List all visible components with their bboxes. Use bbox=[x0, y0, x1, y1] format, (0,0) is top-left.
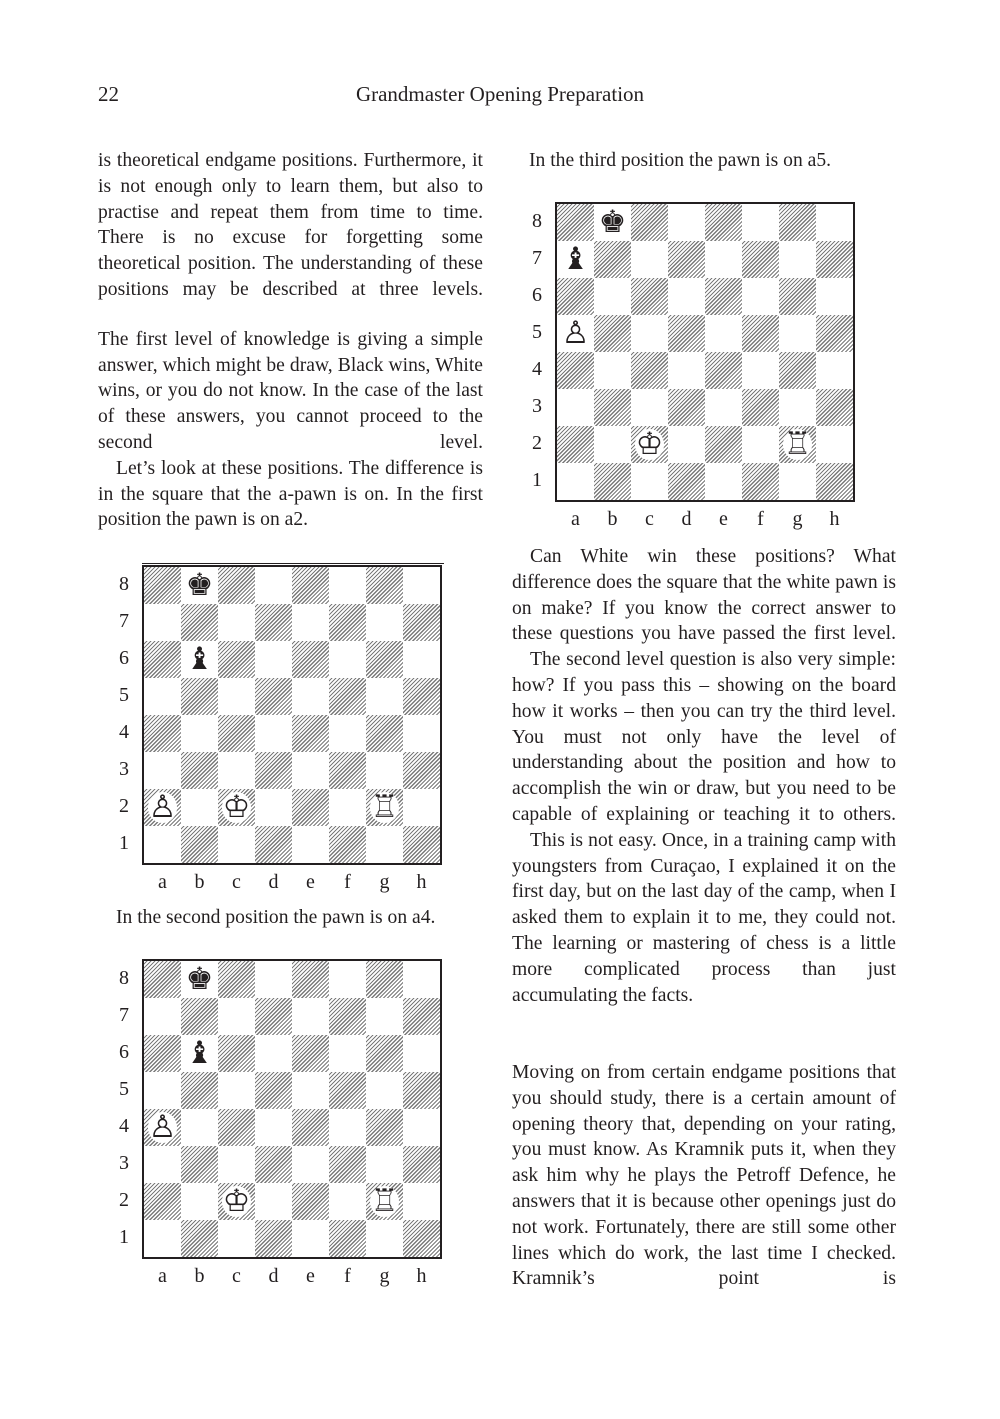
board-square-b4 bbox=[181, 715, 218, 752]
file-label: d bbox=[268, 1265, 279, 1287]
board-square-a4 bbox=[144, 1109, 181, 1146]
white-king-icon: ♔ bbox=[222, 1183, 251, 1219]
board-square-h1 bbox=[403, 1220, 440, 1257]
board-square-g4 bbox=[366, 715, 403, 752]
white-rook-icon: ♖ bbox=[370, 1183, 399, 1219]
board-square-g2 bbox=[366, 1183, 403, 1220]
file-label: c bbox=[645, 508, 654, 530]
board-square-d8 bbox=[255, 567, 292, 604]
board-square-e1 bbox=[292, 1220, 329, 1257]
white-pawn-icon: ♙ bbox=[148, 789, 177, 825]
board-square-c4 bbox=[218, 715, 255, 752]
board-square-b7 bbox=[181, 998, 218, 1035]
board-square-g5 bbox=[366, 678, 403, 715]
board-square-g1 bbox=[366, 1220, 403, 1257]
board-square-d4 bbox=[255, 1109, 292, 1146]
black-king-icon: ♚ bbox=[185, 567, 214, 603]
board-square-h3 bbox=[403, 1146, 440, 1183]
board-square-c3 bbox=[218, 752, 255, 789]
file-label: f bbox=[757, 508, 764, 530]
board-square-c1 bbox=[218, 1220, 255, 1257]
caption-third-position: In the third position the pawn is on a5. bbox=[529, 150, 832, 171]
white-rook-icon: ♖ bbox=[783, 426, 812, 462]
board-square-g6 bbox=[779, 278, 816, 315]
board-square-e1 bbox=[705, 463, 742, 500]
board-square-e7 bbox=[705, 241, 742, 278]
board-square-h7 bbox=[816, 241, 853, 278]
rank-label: 5 bbox=[119, 684, 129, 706]
board-square-e4 bbox=[705, 352, 742, 389]
board-square-h4 bbox=[816, 352, 853, 389]
board-square-h7 bbox=[403, 998, 440, 1035]
file-label: h bbox=[416, 871, 427, 893]
board-square-c4 bbox=[631, 352, 668, 389]
board-square-b6 bbox=[594, 278, 631, 315]
rank-label: 4 bbox=[119, 1115, 129, 1137]
board-square-a6 bbox=[144, 1035, 181, 1072]
board-square-f5 bbox=[742, 315, 779, 352]
board-square-h2 bbox=[403, 789, 440, 826]
black-king-icon: ♚ bbox=[185, 961, 214, 997]
board-square-d7 bbox=[668, 241, 705, 278]
board-square-e4 bbox=[292, 715, 329, 752]
board-square-b4 bbox=[594, 352, 631, 389]
board-square-g1 bbox=[779, 463, 816, 500]
board-square-d7 bbox=[255, 998, 292, 1035]
board-square-d5 bbox=[668, 315, 705, 352]
board-square-b3 bbox=[181, 752, 218, 789]
running-head: Grandmaster Opening Preparation bbox=[355, 82, 645, 106]
board-square-b5 bbox=[594, 315, 631, 352]
file-label: d bbox=[681, 508, 692, 530]
chess-board bbox=[555, 202, 855, 502]
board-square-d5 bbox=[255, 678, 292, 715]
board-square-c5 bbox=[631, 315, 668, 352]
board-square-a3 bbox=[144, 752, 181, 789]
board-square-g7 bbox=[779, 241, 816, 278]
board-square-h1 bbox=[403, 826, 440, 863]
file-label: e bbox=[306, 871, 315, 893]
file-label: f bbox=[344, 1265, 351, 1287]
board-square-e7 bbox=[292, 998, 329, 1035]
board-square-a5 bbox=[144, 1072, 181, 1109]
paragraph: The first level of knowledge is giving a simple answer, which might be draw, Black wins, White wins, or you do not know. In the case of the last of these answers, you cannot proceed to the second level. bbox=[98, 328, 483, 453]
board-square-e8 bbox=[292, 567, 329, 604]
board-square-g7 bbox=[366, 998, 403, 1035]
file-label: e bbox=[719, 508, 728, 530]
board-square-a5 bbox=[144, 678, 181, 715]
file-label: g bbox=[379, 871, 390, 893]
black-king-icon: ♚ bbox=[598, 204, 627, 240]
board-square-c6 bbox=[218, 641, 255, 678]
board-square-d6 bbox=[255, 641, 292, 678]
board-square-b4 bbox=[181, 1109, 218, 1146]
white-king-icon: ♔ bbox=[222, 789, 251, 825]
board-square-e2 bbox=[705, 426, 742, 463]
rank-label: 7 bbox=[532, 247, 542, 269]
board-square-a4 bbox=[557, 352, 594, 389]
board-square-a2 bbox=[557, 426, 594, 463]
board-square-h6 bbox=[403, 641, 440, 678]
board-square-h3 bbox=[403, 752, 440, 789]
board-square-c3 bbox=[631, 389, 668, 426]
board-square-e3 bbox=[292, 1146, 329, 1183]
board-square-d1 bbox=[668, 463, 705, 500]
board-square-h2 bbox=[403, 1183, 440, 1220]
board-square-f3 bbox=[329, 752, 366, 789]
board-square-f3 bbox=[329, 1146, 366, 1183]
rank-label: 5 bbox=[532, 321, 542, 343]
board-square-e6 bbox=[292, 1035, 329, 1072]
file-label: g bbox=[792, 508, 803, 530]
file-label: a bbox=[158, 871, 167, 893]
board-square-b2 bbox=[594, 426, 631, 463]
file-label: b bbox=[607, 508, 618, 530]
board-square-a8 bbox=[557, 204, 594, 241]
board-square-e4 bbox=[292, 1109, 329, 1146]
board-square-a1 bbox=[144, 826, 181, 863]
file-label: a bbox=[158, 1265, 167, 1287]
board-square-a1 bbox=[144, 1220, 181, 1257]
board-square-h6 bbox=[816, 278, 853, 315]
board-square-d1 bbox=[255, 826, 292, 863]
board-square-f7 bbox=[742, 241, 779, 278]
board-square-f5 bbox=[329, 1072, 366, 1109]
board-square-b8 bbox=[181, 961, 218, 998]
board-square-d3 bbox=[255, 752, 292, 789]
board-square-h8 bbox=[403, 567, 440, 604]
board-square-b6 bbox=[181, 1035, 218, 1072]
board-square-d2 bbox=[255, 1183, 292, 1220]
board-square-a7 bbox=[144, 998, 181, 1035]
file-label: c bbox=[232, 1265, 241, 1287]
board-square-a3 bbox=[144, 1146, 181, 1183]
board-square-f2 bbox=[329, 1183, 366, 1220]
board-square-a3 bbox=[557, 389, 594, 426]
board-square-f7 bbox=[329, 998, 366, 1035]
board-square-c5 bbox=[218, 1072, 255, 1109]
board-square-b2 bbox=[181, 1183, 218, 1220]
rank-label: 6 bbox=[119, 647, 129, 669]
board-square-e5 bbox=[705, 315, 742, 352]
board-square-g3 bbox=[779, 389, 816, 426]
board-square-b8 bbox=[594, 204, 631, 241]
file-label: g bbox=[379, 1265, 390, 1287]
white-king-icon: ♔ bbox=[635, 426, 664, 462]
board-square-d8 bbox=[255, 961, 292, 998]
board-square-f1 bbox=[329, 1220, 366, 1257]
paragraph: is theoretical endgame positions. Furthermore, it is not enough only to learn them, but also to practise and repeat them from time to time. There is no excuse for forgetting some theoretical position. The understanding of these positions may be described at three levels. bbox=[98, 150, 483, 300]
board-square-f8 bbox=[329, 567, 366, 604]
board-square-d8 bbox=[668, 204, 705, 241]
board-square-c6 bbox=[218, 1035, 255, 1072]
file-label: d bbox=[268, 871, 279, 893]
board-square-d6 bbox=[255, 1035, 292, 1072]
board-square-h4 bbox=[403, 715, 440, 752]
board-square-b1 bbox=[594, 463, 631, 500]
board-square-c8 bbox=[631, 204, 668, 241]
rank-label: 8 bbox=[119, 573, 129, 595]
board-square-b5 bbox=[181, 678, 218, 715]
board-square-b1 bbox=[181, 1220, 218, 1257]
board-square-c4 bbox=[218, 1109, 255, 1146]
board-square-c5 bbox=[218, 678, 255, 715]
white-rook-icon: ♖ bbox=[370, 789, 399, 825]
file-label: f bbox=[344, 871, 351, 893]
board-square-f1 bbox=[742, 463, 779, 500]
rank-label: 3 bbox=[532, 395, 542, 417]
board-square-f5 bbox=[329, 678, 366, 715]
board-square-h5 bbox=[403, 678, 440, 715]
board-square-g6 bbox=[366, 1035, 403, 1072]
board-square-f1 bbox=[329, 826, 366, 863]
white-pawn-icon: ♙ bbox=[148, 1109, 177, 1145]
board-square-g5 bbox=[779, 315, 816, 352]
paragraph: Can White win these positions? What difference does the square that the white pawn is on make? If you know the correct answer to these questions you have passed the first level. bbox=[512, 546, 896, 645]
board-square-d3 bbox=[668, 389, 705, 426]
board-square-a6 bbox=[557, 278, 594, 315]
board-square-b3 bbox=[594, 389, 631, 426]
board-square-h1 bbox=[816, 463, 853, 500]
board-square-d2 bbox=[668, 426, 705, 463]
board-square-c2 bbox=[218, 789, 255, 826]
board-square-f6 bbox=[329, 641, 366, 678]
board-square-b7 bbox=[594, 241, 631, 278]
rank-label: 2 bbox=[119, 795, 129, 817]
board-square-e5 bbox=[292, 1072, 329, 1109]
rank-label: 1 bbox=[119, 1226, 129, 1248]
board-square-c1 bbox=[631, 463, 668, 500]
right-column-text-2 bbox=[512, 1060, 896, 1292]
black-bishop-icon: ♝ bbox=[561, 241, 590, 277]
board-square-a2 bbox=[144, 1183, 181, 1220]
board-square-c7 bbox=[218, 998, 255, 1035]
board-square-f7 bbox=[329, 604, 366, 641]
board-square-d6 bbox=[668, 278, 705, 315]
board-square-c1 bbox=[218, 826, 255, 863]
board-square-a7 bbox=[144, 604, 181, 641]
file-label: b bbox=[194, 1265, 205, 1287]
board-square-c2 bbox=[631, 426, 668, 463]
file-label: b bbox=[194, 871, 205, 893]
board-square-g1 bbox=[366, 826, 403, 863]
right-column-text bbox=[512, 544, 896, 1008]
board-square-e8 bbox=[705, 204, 742, 241]
board-square-b8 bbox=[181, 567, 218, 604]
board-square-g8 bbox=[779, 204, 816, 241]
board-square-a4 bbox=[144, 715, 181, 752]
left-column-text bbox=[98, 148, 483, 533]
rank-label: 3 bbox=[119, 758, 129, 780]
board-square-f6 bbox=[742, 278, 779, 315]
board-square-f2 bbox=[742, 426, 779, 463]
board-square-h8 bbox=[403, 961, 440, 998]
board-square-f4 bbox=[742, 352, 779, 389]
board-square-h3 bbox=[816, 389, 853, 426]
rank-label: 1 bbox=[119, 832, 129, 854]
board-square-h7 bbox=[403, 604, 440, 641]
board-square-b5 bbox=[181, 1072, 218, 1109]
board-square-f8 bbox=[329, 961, 366, 998]
board-square-f4 bbox=[329, 1109, 366, 1146]
rank-label: 8 bbox=[532, 210, 542, 232]
board-square-a7 bbox=[557, 241, 594, 278]
rank-label: 2 bbox=[532, 432, 542, 454]
board-square-e8 bbox=[292, 961, 329, 998]
board-square-g3 bbox=[366, 752, 403, 789]
board-square-a6 bbox=[144, 641, 181, 678]
board-square-b3 bbox=[181, 1146, 218, 1183]
board-square-g3 bbox=[366, 1146, 403, 1183]
board-square-h2 bbox=[816, 426, 853, 463]
board-square-g2 bbox=[779, 426, 816, 463]
black-bishop-icon: ♝ bbox=[185, 1035, 214, 1071]
paragraph: This is not easy. Once, in a training camp with youngsters from Curaçao, I explained it on the first day, but on the last day of the camp, when I asked them to explain it to me, they could not. The learning or mastering of chess is a little more complicated process than just accumulating the facts. bbox=[512, 829, 896, 1006]
board-square-g4 bbox=[366, 1109, 403, 1146]
board-square-e6 bbox=[705, 278, 742, 315]
board-square-c6 bbox=[631, 278, 668, 315]
board-square-f6 bbox=[329, 1035, 366, 1072]
board-square-c3 bbox=[218, 1146, 255, 1183]
board-square-b2 bbox=[181, 789, 218, 826]
board-square-g8 bbox=[366, 961, 403, 998]
board-square-f8 bbox=[742, 204, 779, 241]
rank-label: 2 bbox=[119, 1189, 129, 1211]
rank-label: 7 bbox=[119, 1004, 129, 1026]
board-square-a8 bbox=[144, 961, 181, 998]
paragraph: The second level question is also very simple: how? If you pass this – showing on the board how it works – then you can try the third level. You must not only have the level of understanding about the position and how to accomplish the win or draw, but you need to be capable of explaining or teaching it to others. bbox=[512, 649, 896, 825]
rank-label: 6 bbox=[119, 1041, 129, 1063]
board-square-c2 bbox=[218, 1183, 255, 1220]
board-square-a8 bbox=[144, 567, 181, 604]
rank-label: 4 bbox=[119, 721, 129, 743]
board-square-h5 bbox=[403, 1072, 440, 1109]
board-square-g7 bbox=[366, 604, 403, 641]
board-square-d1 bbox=[255, 1220, 292, 1257]
board-square-g2 bbox=[366, 789, 403, 826]
board-square-c7 bbox=[218, 604, 255, 641]
board-square-e1 bbox=[292, 826, 329, 863]
board-square-d4 bbox=[255, 715, 292, 752]
board-square-a1 bbox=[557, 463, 594, 500]
board-square-c8 bbox=[218, 567, 255, 604]
board-square-g8 bbox=[366, 567, 403, 604]
board-square-e2 bbox=[292, 1183, 329, 1220]
board-square-g6 bbox=[366, 641, 403, 678]
rank-label: 5 bbox=[119, 1078, 129, 1100]
caption-second-position: In the second position the pawn is on a4. bbox=[116, 907, 436, 928]
board-square-e2 bbox=[292, 789, 329, 826]
chess-board bbox=[142, 959, 442, 1259]
board-square-b1 bbox=[181, 826, 218, 863]
board-square-a2 bbox=[144, 789, 181, 826]
board-square-d3 bbox=[255, 1146, 292, 1183]
board-square-d4 bbox=[668, 352, 705, 389]
paragraph: Moving on from certain endgame positions that you should study, there is a certain amount of opening theory that, depending on your rating, you must know. As Kramnik puts it, when they ask him why he plays the Petroff Defence, he answers that it is because other openings just do not work. Fortunately, there are still some other lines which do work, the last time I checked. Kramnik’s point is bbox=[512, 1062, 896, 1290]
file-label: a bbox=[571, 508, 580, 530]
board-square-d5 bbox=[255, 1072, 292, 1109]
board-square-g4 bbox=[779, 352, 816, 389]
board-square-e6 bbox=[292, 641, 329, 678]
rank-label: 8 bbox=[119, 967, 129, 989]
rank-label: 7 bbox=[119, 610, 129, 632]
file-label: e bbox=[306, 1265, 315, 1287]
board-square-f4 bbox=[329, 715, 366, 752]
board-square-c7 bbox=[631, 241, 668, 278]
board-square-e3 bbox=[705, 389, 742, 426]
board-square-h4 bbox=[403, 1109, 440, 1146]
board-square-c8 bbox=[218, 961, 255, 998]
board-square-e5 bbox=[292, 678, 329, 715]
rank-label: 3 bbox=[119, 1152, 129, 1174]
board-square-f3 bbox=[742, 389, 779, 426]
board-square-b6 bbox=[181, 641, 218, 678]
board-square-d7 bbox=[255, 604, 292, 641]
board-square-d2 bbox=[255, 789, 292, 826]
board-square-b7 bbox=[181, 604, 218, 641]
page-number: 22 bbox=[98, 82, 119, 106]
file-label: h bbox=[829, 508, 840, 530]
board-square-e3 bbox=[292, 752, 329, 789]
file-label: h bbox=[416, 1265, 427, 1287]
white-pawn-icon: ♙ bbox=[561, 315, 590, 351]
board-square-h5 bbox=[816, 315, 853, 352]
paragraph: Let’s look at these positions. The difference is in the square that the a-pawn is on. In the first position the pawn is on a2. bbox=[98, 457, 483, 531]
file-label: c bbox=[232, 871, 241, 893]
board-square-h8 bbox=[816, 204, 853, 241]
black-bishop-icon: ♝ bbox=[185, 641, 214, 677]
board-square-g5 bbox=[366, 1072, 403, 1109]
rank-label: 1 bbox=[532, 469, 542, 491]
rank-label: 4 bbox=[532, 358, 542, 380]
rank-label: 6 bbox=[532, 284, 542, 306]
board-square-h6 bbox=[403, 1035, 440, 1072]
board-square-a5 bbox=[557, 315, 594, 352]
chess-board bbox=[142, 565, 442, 865]
board-square-f2 bbox=[329, 789, 366, 826]
board-square-e7 bbox=[292, 604, 329, 641]
